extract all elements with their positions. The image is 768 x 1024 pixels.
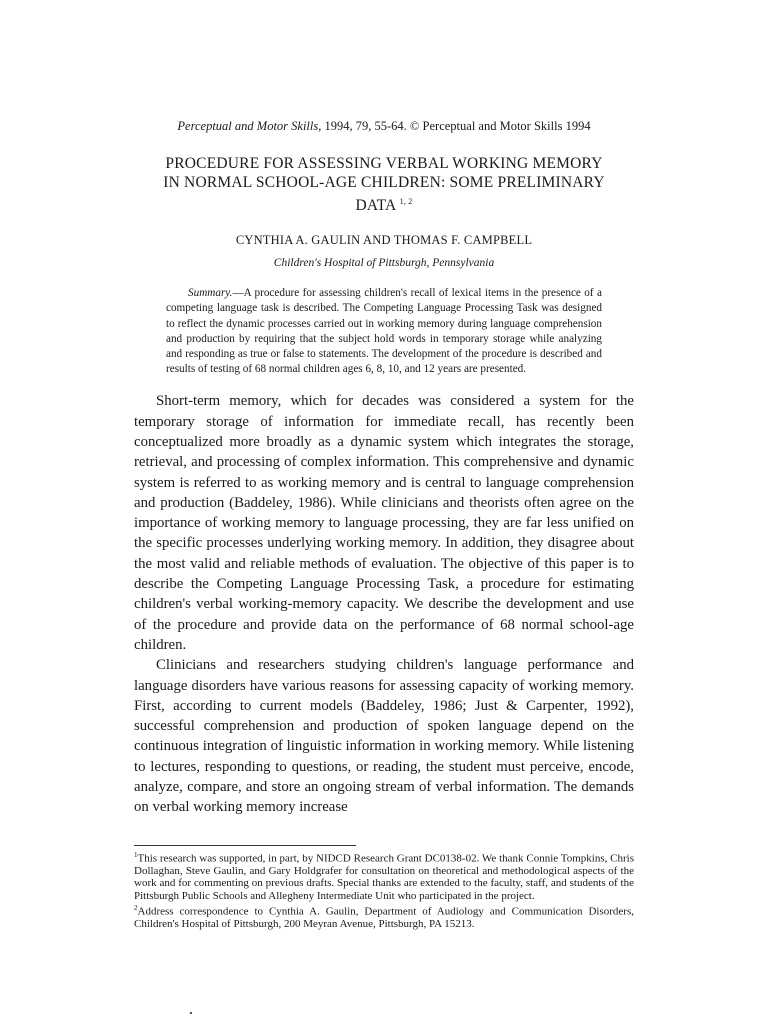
scan-speck bbox=[190, 1012, 192, 1014]
author-line: CYNTHIA A. GAULIN AND THOMAS F. CAMPBELL bbox=[235, 233, 533, 248]
abstract-text: —A procedure for assessing children's recall of lexical items in the presence of a competing language task is described. The Competing Language Processing Task was designed to reflect the dynamic processes carried out in working memory during language comprehension and production by requiring that the subject hold words in temporary storage while analyzing and responding as true or false to statements. The development of the procedure is described and results of testing of 68 normal children ages 6, 8, 10, and 12 years are presented. bbox=[166, 287, 602, 376]
footnote-mark: 1 bbox=[134, 851, 138, 859]
title-footnote-marks: 1, 2 bbox=[399, 197, 413, 206]
affiliation: Children's Hospital of Pittsburgh, Pennsylvania bbox=[273, 257, 495, 270]
footnote-1 bbox=[134, 849, 634, 902]
footnotes bbox=[134, 849, 634, 931]
running-header bbox=[134, 118, 634, 134]
body-text bbox=[134, 391, 634, 817]
footnote-2 bbox=[134, 902, 634, 930]
title-text: PROCEDURE FOR ASSESSING VERBAL WORKING MEMORY IN NORMAL SCHOOL-AGE CHILDREN: SOME PRELIMINARY DATA bbox=[163, 155, 605, 215]
footnote-text: This research was supported, in part, by NIDCD Research Grant DC0138-02. We thank Connie Tompkins, Chris Dollaghan, Steve Gaulin, and Gary Holdgrafer for consultation on theoretical and methodological aspects of the work and for commenting on previous drafts. Special thanks are extended to the faculty, staff, and students of the Pittsburgh Public Schools and Allegheny Intermediate Unit who participated in the project. bbox=[134, 852, 634, 902]
article-title bbox=[134, 154, 634, 215]
citation-info: 1994, 79, 55-64. © Perceptual and Motor Skills 1994 bbox=[321, 119, 591, 133]
abstract bbox=[166, 286, 602, 377]
body-paragraph: Short-term memory, which for decades was considered a system for the temporary storage of information for immediate recall, has recently been conceptualized more broadly as a dynamic system which integrates the storage, retrieval, and processing of complex information. This comprehensive and dynamic system is referred to as working memory and is central to language comprehension and production (Baddeley, 1986). While clinicians and theorists often agree on the importance of working memory to language processing, they are far less unified on the specific processes underlying working memory. In addition, they disagree about the most valid and reliable methods of evaluation. The objective of this paper is to describe the Competing Language Processing Task, a procedure for estimating children's verbal working-memory capacity. We describe the development and use of the procedure and provide data on the performance of 68 normal school-age children. bbox=[134, 393, 634, 653]
footnote-text: Address correspondence to Cynthia A. Gaulin, Department of Audiology and Communication Disorders, Children's Hospital of Pittsburgh, 200 Meyran Avenue, Pittsburgh, PA 15213. bbox=[134, 905, 634, 931]
journal-name: Perceptual and Motor Skills, bbox=[177, 119, 322, 133]
footnote-divider bbox=[134, 845, 356, 846]
abstract-label: Summary. bbox=[188, 287, 233, 300]
body-paragraph: Clinicians and researchers studying children's language performance and language disorders have various reasons for assessing capacity of working memory. First, according to current models (Baddeley, 1986; Just & Carpenter, 1992), successful comprehension and production of spoken language depend on the continuous integration of linguistic information in working memory. While listening to lectures, responding to questions, or reading, the student must perceive, encode, analyze, compare, and store an ongoing stream of verbal information. The demands on verbal working memory increase bbox=[134, 657, 634, 816]
article-page bbox=[134, 118, 634, 818]
footnote-mark: 2 bbox=[134, 904, 138, 913]
